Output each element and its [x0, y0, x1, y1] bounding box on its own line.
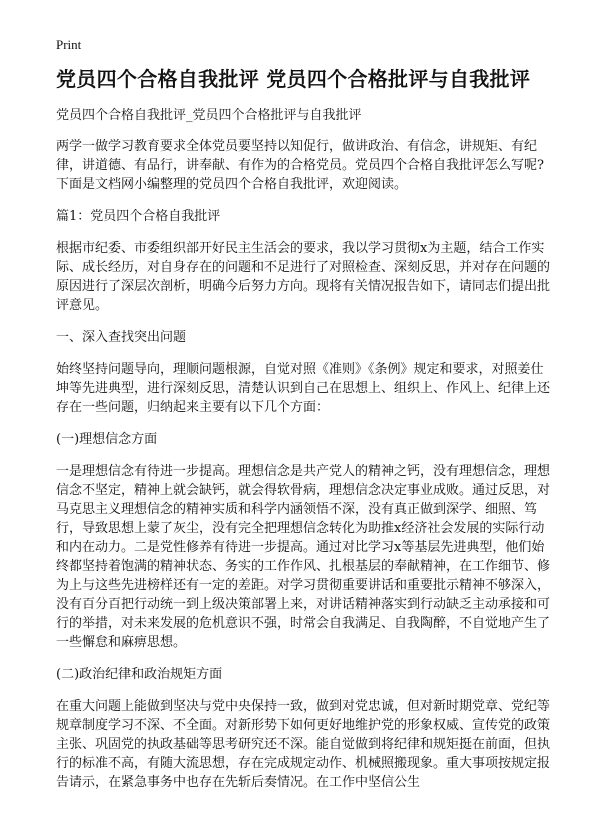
print-link[interactable]: Print [56, 37, 82, 52]
intro-paragraph: 两学一做学习教育要求全体党员要坚持以知促行，做讲政治、有信念，讲规矩、有纪律，讲道德、有品行，讲奉献、有作为的合格党员。党员四个合格自我批评怎么写呢?下面是文档网小编整理的党员四个合格自我批评，欢迎阅读。 [56, 139, 544, 192]
document-title: 党员四个合格自我批评 党员四个合格批评与自我批评 [56, 67, 531, 91]
body-paragraph: 始终坚持问题导向，理顺问题根源，自觉对照《准则》《条例》规定和要求，对照姜仕坤等先进典型，进行深刻反思，清楚认识到自己在思想上、组织上、作风上、纪律上还存在一些问题，归纳起来主要有以下几个方面： [56, 362, 551, 415]
body-paragraph: 根据市纪委、市委组织部开好民主生活会的要求，我以学习贯彻x为主题，结合工作实际、成长经历，对自身存在的问题和不足进行了对照检查、深刻反思，并对存在问题的原因进行了深层次剖析，明确今后努力方向。现将有关情况报告如下，请同志们提出批评意见。 [56, 241, 551, 313]
section-heading-1: 篇1：党员四个合格自我批评 [56, 209, 221, 224]
section-heading-2: 一、深入查找突出问题 [56, 330, 187, 345]
body-paragraph: 在重大问题上能做到坚决与党中央保持一致，做到对党忠诚，但对新时期党章、党纪等规章制度学习不深、不全面。对新形势下如何更好地维护党的形象权威、宣传党的政策主张、巩固党的执政基础等思考研究还不深。能自觉做到将纪律和规矩挺在前面，但执行的标准不高，有随大流思想，存在完成规定动作、机械照搬现象。重大事项按规定报告请示，在紧急事务中也存在先斩后奏情况。在工作中坚信公生 [56, 699, 551, 790]
section-heading-3: (一)理想信念方面 [56, 432, 158, 447]
section-heading-4: (二)政治纪律和政治规矩方面 [56, 667, 223, 682]
document-subtitle: 党员四个合格自我批评_党员四个合格批评与自我批评 [56, 108, 362, 123]
body-paragraph: 一是理想信念有待进一步提高。理想信念是共产党人的精神之钙，没有理想信念，理想信念不坚定，精神上就会缺钙，就会得软骨病，理想信念决定事业成败。通过反思，对马克思主义理想信念的精神实质和科学内涵领悟不深，没有真正做到深学、细照、笃行，导致思想上蒙了灰尘，没有完全把理想信念转化为助推x经济社会发展的实际行动和内在动力。二是党性修养有待进一步提高。通过对比学习x等基层先进典型，他们始终都坚持着饱满的精神状态、务实的工作作风、扎根基层的奉献精神，在工作细节、修为上与这些先进榜样还有一定的差距。对学习贯彻重要讲话和重要批示精神不够深入，没有百分百把行动统一到上级决策部署上来，对讲话精神落实到行动缺乏主动承接和可行的举措，对未来发展的危机意识不强，时常会自我满足、自我陶醉，不自觉地产生了一些懈怠和麻痹思想。 [56, 464, 551, 650]
